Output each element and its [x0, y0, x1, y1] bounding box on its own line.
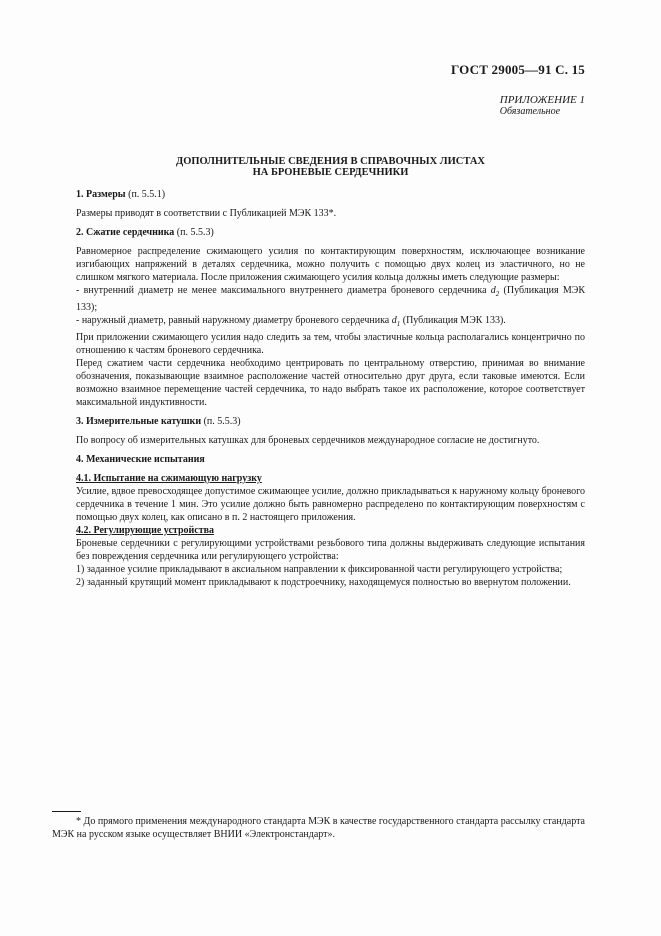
bullet-1-variable: d — [490, 285, 496, 296]
bullet-2-text: - наружный диаметр, равный наружному диаметру броневого сердечника — [76, 315, 392, 326]
footnote-text: * До прямого применения международного стандарта МЭК в качестве государственного стандарта рассылку стандарта МЭК на русском языке осуществляет ВНИИ «Электронстандарт». — [52, 816, 585, 840]
document-title — [76, 156, 585, 178]
appendix-label — [500, 95, 585, 117]
bullet-2-variable: d — [391, 315, 397, 326]
section-1-title: 1. Размеры — [76, 189, 126, 200]
section-2-bullet-1 — [76, 284, 585, 314]
section-2-ref: (п. 5.5.3) — [174, 227, 214, 238]
bullet-2-tail: (Публикация МЭК 133). — [400, 315, 506, 326]
section-2-paragraph-2: При приложении сжимающего усилия надо следить за тем, чтобы эластичные кольца располагались концентрично по отношению к частям броневого сердечника. — [76, 332, 585, 356]
section-4-2-paragraph-2: 1) заданное усилие прикладывают в аксиальном направлении к фиксированной части регулирующего устройства; — [76, 564, 563, 575]
section-1-text: Размеры приводят в соответствии с Публикацией МЭК 133*. — [76, 208, 337, 219]
section-4-2-paragraph-1: Броневые сердечники с регулирующими устройствами резьбового типа должны выдерживать следующие испытания без повреждения сердечника или регулирующего устройства: — [76, 538, 585, 562]
section-3-text: По вопросу об измерительных катушках для броневых сердечников международное согласие не достигнуто. — [76, 435, 540, 446]
bullet-2-subscript: 1 — [396, 320, 401, 328]
section-4-heading: 4. Механические испытания — [76, 454, 205, 465]
section-3-heading — [76, 415, 585, 428]
section-3-ref: (п. 5.5.3) — [201, 416, 241, 427]
appendix-subtitle: Обязательное — [499, 106, 561, 117]
section-4-2-paragraph-3: 2) заданный крутящий момент прикладывают к подстроечнику, находящемуся полностью во ввернутом положении. — [76, 577, 571, 588]
footnote — [52, 815, 585, 841]
section-4-1-text: Усилие, вдвое превосходящее допустимое сжимающее усилие, должно прикладываться к наружному кольцу броневого сердечника в течение 1 мин. Это усилие должно быть равномерно распределено по контактирующим поверхностям с помощью двух колец, как описано в п. 2 настоящего приложения. — [76, 486, 585, 523]
section-2-paragraph-1: Равномерное распределение сжимающего усилия по контактирующим поверхностям, исключающее возникание изгибающих напряжений в деталях сердечника, можно получить с помощью двух колец из эластичного, но не слишком мягкого материала. После приложения сжимающего усилия кольца должны иметь следующие размеры: — [76, 246, 585, 283]
document-body — [76, 188, 585, 589]
bullet-1-subscript: 2 — [495, 290, 500, 298]
bullet-1-tail: (Публикация МЭК 133); — [76, 285, 585, 313]
bullet-1-text: - внутренний диаметр не менее максимального внутреннего диаметра броневого сердечника — [76, 285, 491, 296]
document-title-line2: НА БРОНЕВЫЕ СЕРДЕЧНИКИ — [252, 167, 409, 178]
section-2-heading — [76, 226, 585, 239]
section-2-paragraph-3: Перед сжатием части сердечника необходимо центрировать по центральному отверстию, принимая во внимание обозначения, показывающие взаимное расположение частей относительно друг друга, если таковые имеются. Если возможно взаимное перемещение частей сердечника, то надо выбрать такое их расположение, которое соответствует максимальной индуктивности. — [76, 358, 585, 408]
section-1-heading — [76, 188, 585, 201]
section-4-2-heading: 4.2. Регулирующие устройства — [76, 525, 215, 536]
appendix-title: ПРИЛОЖЕНИЕ 1 — [499, 94, 585, 106]
section-4-1-heading: 4.1. Испытание на сжимающую нагрузку — [76, 473, 262, 484]
footnote-divider — [52, 811, 81, 812]
section-1-ref: (п. 5.5.1) — [125, 189, 166, 200]
page-header: ГОСТ 29005—91 С. 15 — [451, 62, 585, 77]
section-2-title: 2. Сжатие сердечника — [76, 227, 175, 238]
section-2-bullet-2 — [76, 314, 585, 331]
document-title-line1: ДОПОЛНИТЕЛЬНЫЕ СВЕДЕНИЯ В СПРАВОЧНЫХ ЛИСТАХ — [175, 156, 485, 167]
section-3-title: 3. Измерительные катушки — [76, 416, 202, 427]
